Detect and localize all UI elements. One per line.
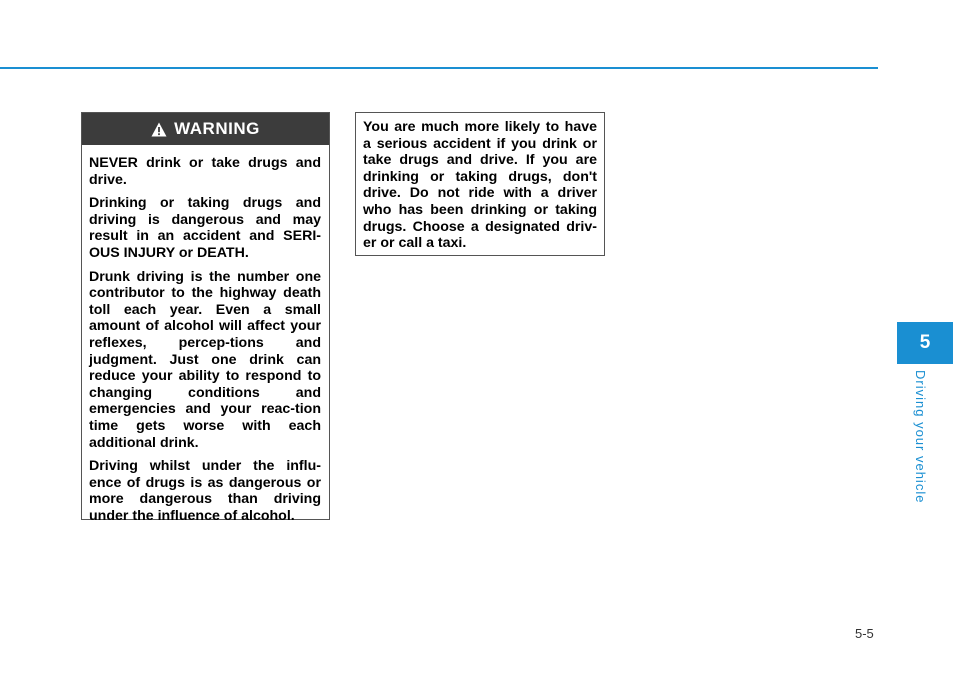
page-number: 5-5 [855, 626, 874, 641]
chapter-title: Driving your vehicle [913, 370, 928, 504]
header-rule [0, 67, 878, 69]
warning-paragraph: Drunk driving is the number one contributor to the highway death toll each year. Even a small amount of alcohol will affect your reflexes, percep-tions and judgment. Just one drink can reduce your ability to respond to changing conditions and emergencies and your reac-tion time gets worse with each additional drink. [89, 268, 321, 451]
chapter-tab [897, 322, 953, 364]
warning-body [82, 145, 329, 524]
warning-paragraph: NEVER drink or take drugs and drive. [89, 155, 321, 188]
warning-paragraph: Driving whilst under the influ-ence of drugs is as dangerous or more dangerous than driving under the influence of alcohol. [89, 458, 321, 524]
warning-header [82, 113, 329, 145]
note-box [355, 112, 605, 256]
note-text: You are much more likely to have a serious accident if you drink or take drugs and drive. If you are drinking or taking drugs, don't drive. Do not ride with a driver who has been drinking or taking drugs. Choose a designated driv-er or call a taxi. [363, 119, 597, 252]
chapter-number: 5 [919, 332, 931, 353]
warning-paragraph: Drinking or taking drugs and driving is dangerous and may result in an accident and SERI-OUS INJURY or DEATH. [89, 195, 321, 261]
warning-triangle-icon [151, 122, 167, 137]
warning-title: WARNING [174, 119, 260, 138]
warning-box [81, 112, 330, 524]
